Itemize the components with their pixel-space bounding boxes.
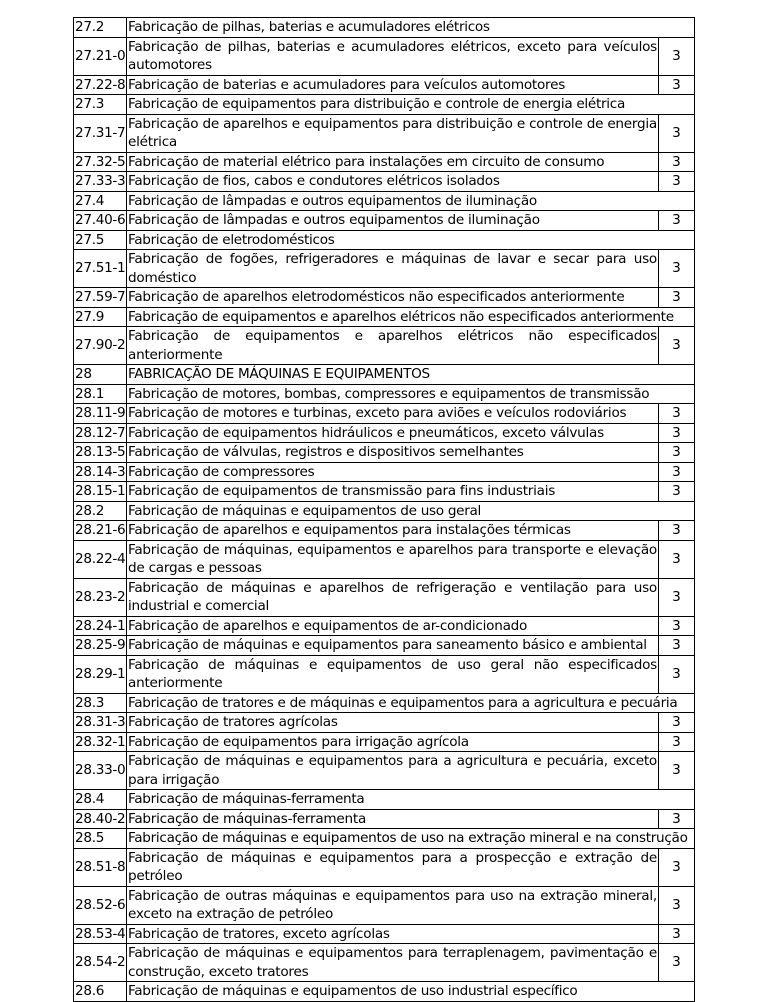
risk-level: 3 [659,924,695,944]
risk-level: 3 [659,732,695,752]
activity-code: 28 [74,365,127,385]
risk-level: 3 [659,636,695,656]
risk-level: 3 [659,250,695,288]
activity-description: Fabricação de aparelhos e equipamentos para instalações térmicas [127,521,659,541]
table-row [74,404,695,424]
activity-code: 27.4 [74,191,127,211]
activity-description: Fabricação de fios, cabos e condutores elétricos isolados [127,172,659,192]
risk-level: 3 [659,521,695,541]
activity-description: Fabricação de máquinas e equipamentos de uso geral não especificados anteriormente [128,656,657,691]
table-row [74,288,695,308]
table-row [74,172,695,192]
activity-code: 28.21-6 [75,522,126,538]
activity-code: 28.2 [74,501,127,521]
activity-code: 28.14-3 [75,463,126,480]
table-row [74,18,695,38]
activity-code: 28.25-9 [75,637,126,653]
table-row [74,423,695,443]
table-row [74,809,695,829]
risk-level: 3 [659,75,695,95]
risk-level: 3 [659,288,695,308]
activity-code: 27.59-7 [75,289,126,305]
table-row [74,211,695,231]
activity-code: 28.12-7 [75,424,126,441]
activity-description: Fabricação de pilhas, baterias e acumuladores elétricos, exceto para veículos automotores [128,38,657,73]
activity-code: 28.24-1 [75,617,126,634]
activity-description: Fabricação de equipamentos para irrigação agrícola [127,732,659,752]
table-row [74,848,695,886]
cnae-activity-table [73,17,695,1002]
risk-level: 3 [659,616,695,636]
table-row [74,521,695,541]
activity-code: 28.32-1 [75,733,126,750]
activity-description: Fabricação de tratores e de máquinas e equipamentos para a agricultura e pecuária [127,693,695,713]
activity-description: Fabricação de máquinas, equipamentos e aparelhos para transporte e elevação de cargas e pessoas [128,541,657,576]
activity-code: 28.29-1 [74,655,127,693]
activity-code: 28.33-0 [74,752,127,790]
risk-level: 3 [659,152,695,172]
risk-level: 3 [659,848,695,886]
activity-code: 28.5 [74,829,127,849]
activity-description: Fabricação de baterias e acumuladores para veículos automotores [127,75,659,95]
table-row [74,37,695,75]
table-row [74,924,695,944]
activity-code: 27.3 [74,95,127,115]
activity-description: Fabricação de lâmpadas e outros equipamentos de iluminação [127,191,695,211]
table-row [74,829,695,849]
activity-description: Fabricação de máquinas e equipamentos para saneamento básico e ambiental [127,636,659,656]
table-body [74,18,695,1002]
activity-code: 28.3 [74,693,127,713]
activity-code: 28.6 [74,982,127,1002]
risk-level: 3 [659,540,695,578]
activity-code: 27.21-0 [74,37,127,75]
risk-level: 3 [659,114,695,152]
activity-description: Fabricação de equipamentos hidráulicos e pneumáticos, exceto válvulas [127,423,659,443]
activity-code: 28.11-9 [75,405,126,421]
risk-level: 3 [659,211,695,231]
table-row [74,365,695,385]
risk-level: 3 [659,404,695,424]
activity-description: Fabricação de equipamentos de transmissão para fins industriais [127,482,659,502]
table-row [74,752,695,790]
activity-description: Fabricação de material elétrico para instalações em circuito de consumo [127,152,659,172]
activity-code: 28.22-4 [74,540,127,578]
activity-description: Fabricação de máquinas e aparelhos de refrigeração e ventilação para uso industrial e comercial [128,579,657,614]
table-row [74,75,695,95]
table-row [74,693,695,713]
table-row [74,152,695,172]
activity-description: Fabricação de tratores, exceto agrícolas [127,924,659,944]
activity-description: Fabricação de máquinas e equipamentos para terraplenagem, pavimentação e construção, exceto tratores [128,945,657,980]
table-row [74,114,695,152]
risk-level: 3 [659,886,695,924]
risk-level: 3 [659,423,695,443]
activity-description: Fabricação de aparelhos eletrodomésticos não especificados anteriormente [127,288,659,308]
table-row [74,982,695,1002]
activity-code: 27.5 [74,230,127,250]
table-row [74,790,695,810]
activity-code: 28.51-8 [74,848,127,886]
activity-description: Fabricação de aparelhos e equipamentos para distribuição e controle de energia elétrica [128,115,657,150]
activity-description: Fabricação de motores e turbinas, exceto para aviões e veículos rodoviários [127,404,659,424]
activity-code: 28.54-2 [74,944,127,982]
risk-level: 3 [659,944,695,982]
activity-code: 28.53-4 [75,925,126,942]
activity-code: 28.1 [74,384,127,404]
activity-description: Fabricação de compressores [127,462,659,482]
activity-code: 28.4 [74,790,127,810]
risk-level: 3 [659,713,695,733]
activity-code: 27.22-8 [75,76,126,93]
activity-code: 27.51-1 [74,250,127,288]
activity-code: 27.40-6 [75,212,126,228]
activity-description: Fabricação de fogões, refrigeradores e máquinas de lavar e secar para uso doméstico [128,251,657,286]
table-row [74,230,695,250]
activity-code: 27.2 [74,18,127,38]
activity-description: Fabricação de máquinas e equipamentos para a agricultura e pecuária, exceto para irrigação [128,753,657,788]
table-row [74,307,695,327]
activity-description: Fabricação de aparelhos e equipamentos de ar-condicionado [127,616,659,636]
activity-code: 27.9 [74,307,127,327]
activity-description: Fabricação de máquinas e equipamentos de uso na extração mineral e na construção [127,829,695,849]
table-row [74,886,695,924]
activity-description: Fabricação de máquinas e equipamentos de uso industrial específico [127,982,695,1002]
activity-code: 27.31-7 [74,114,127,152]
risk-level: 3 [659,172,695,192]
table-row [74,327,695,365]
table-row [74,191,695,211]
table-row [74,443,695,463]
table-row [74,540,695,578]
activity-code: 28.31-3 [75,714,126,730]
table-row [74,636,695,656]
table-row [74,732,695,752]
activity-description: Fabricação de equipamentos e aparelhos elétricos não especificados anteriormente [128,328,657,363]
table-row [74,95,695,115]
activity-code: 28.13-5 [75,444,126,460]
table-row [74,616,695,636]
activity-code: 28.23-2 [74,578,127,616]
risk-level: 3 [659,809,695,829]
table-row [74,655,695,693]
activity-description: Fabricação de motores, bombas, compressores e equipamentos de transmissão [127,384,695,404]
activity-description: Fabricação de eletrodomésticos [127,230,695,250]
risk-level: 3 [659,443,695,463]
table-row [74,578,695,616]
activity-description: Fabricação de pilhas, baterias e acumuladores elétricos [127,18,695,38]
activity-description: Fabricação de válvulas, registros e dispositivos semelhantes [127,443,659,463]
table-row [74,462,695,482]
activity-code: 27.33-3 [75,173,126,189]
activity-description: FABRICAÇÃO DE MÁQUINAS E EQUIPAMENTOS [127,365,695,385]
activity-description: Fabricação de outras máquinas e equipamentos para uso na extração mineral, exceto na extração de petróleo [128,887,657,922]
table-row [74,713,695,733]
activity-description: Fabricação de equipamentos e aparelhos elétricos não especificados anteriormente [127,307,695,327]
activity-code: 28.40-2 [75,810,126,827]
risk-level: 3 [659,482,695,502]
table-row [74,384,695,404]
activity-description: Fabricação de equipamentos para distribuição e controle de energia elétrica [127,95,695,115]
table-row [74,250,695,288]
risk-level: 3 [659,37,695,75]
risk-level: 3 [659,578,695,616]
activity-code: 27.32-5 [75,153,126,170]
activity-description: Fabricação de máquinas-ferramenta [127,809,659,829]
risk-level: 3 [659,327,695,365]
activity-description: Fabricação de máquinas e equipamentos para a prospecção e extração de petróleo [128,849,657,884]
activity-code: 28.52-6 [74,886,127,924]
activity-description: Fabricação de máquinas-ferramenta [127,790,695,810]
table-row [74,482,695,502]
table-row [74,501,695,521]
risk-level: 3 [659,462,695,482]
activity-description: Fabricação de lâmpadas e outros equipamentos de iluminação [127,211,659,231]
activity-description: Fabricação de tratores agrícolas [127,713,659,733]
activity-code: 27.90-2 [74,327,127,365]
risk-level: 3 [659,752,695,790]
activity-code: 28.15-1 [75,483,126,499]
risk-level: 3 [659,655,695,693]
activity-description: Fabricação de máquinas e equipamentos de uso geral [127,501,695,521]
